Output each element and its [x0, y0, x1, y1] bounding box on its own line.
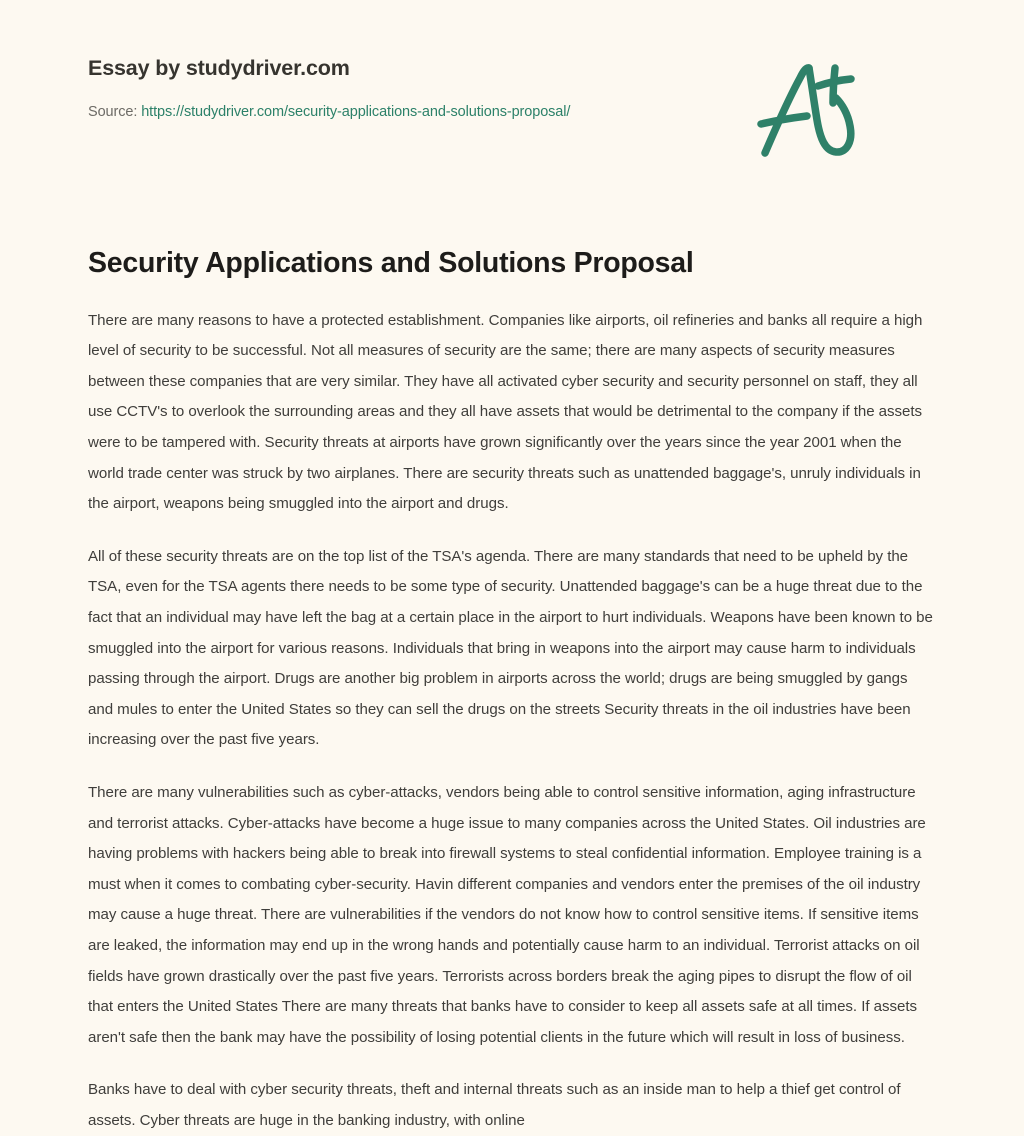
essay-body — [88, 306, 936, 1136]
source-label: Source: — [88, 103, 138, 120]
page-header — [88, 0, 936, 148]
a-plus-logo — [752, 54, 862, 162]
paragraph: There are many vulnerabilities such as cyber-attacks, vendors being able to control sensitive information, aging infrastructure and terrorist attacks. Cyber-attacks have become a huge issue to many companies across the United States. Oil industries are having problems with hackers being able to break into firewall systems to steal confidential information. Employee training is a must when it comes to combating cyber-security. Havin different companies and vendors enter the premises of the oil industry may cause a huge threat. There are vulnerabilities if the vendors do not know how to control sensitive items. If sensitive items are leaked, the information may end up in the wrong hands and potentially cause harm to an individual. Terrorist attacks on oil fields have grown drastically over the past five years. Terrorists across borders break the aging pipes to disrupt the flow of oil that enters the United States There are many threats that banks have to consider to keep all assets safe at all times. If assets aren't safe then the bank may have the possibility of losing potential clients in the future which will result in loss of business. — [88, 783, 926, 1046]
byline: Essay by studydriver.com — [88, 56, 350, 80]
paragraph: All of these security threats are on the top list of the TSA's agenda. There are many standards that need to be upheld by the TSA, even for the TSA agents there needs to be some type of security. Unattended baggage's can be a huge threat due to the fact that an individual may have left the bag at a certain place in the airport to hurt individuals. Weapons have been known to be smuggled into the airport for various reasons. Individuals that bring in weapons into the airport may cause harm to individuals passing through the airport. Drugs are another big problem in airports across the world; drugs are being smuggled by gangs and mules to enter the United States so they can sell the drugs on the streets Security threats in the oil industries have been increasing over the past five years. — [88, 547, 933, 749]
paragraph: Banks have to deal with cyber security threats, theft and internal threats such as an inside man to help a thief get control of assets. Cyber threats are huge in the banking industry, with online — [88, 1081, 901, 1129]
source-url-link[interactable]: https://studydriver.com/security-applications-and-solutions-proposal/ — [141, 103, 571, 120]
page-title: Security Applications and Solutions Proposal — [88, 247, 694, 279]
paragraph: There are many reasons to have a protected establishment. Companies like airports, oil refineries and banks all require a high level of security to be successful. Not all measures of security are the same; there are many aspects of security measures between these companies that are very similar. They have all activated cyber security and security personnel on staff, they all use CCTV's to overlook the surrounding areas and they all have assets that would be detrimental to the company if the assets were to be tampered with. Security threats at airports have grown significantly over the years since the year 2001 when the world trade center was struck by two airplanes. There are security threats such as unattended baggage's, unruly individuals in the airport, weapons being smuggled into the airport and drugs. — [88, 311, 923, 513]
